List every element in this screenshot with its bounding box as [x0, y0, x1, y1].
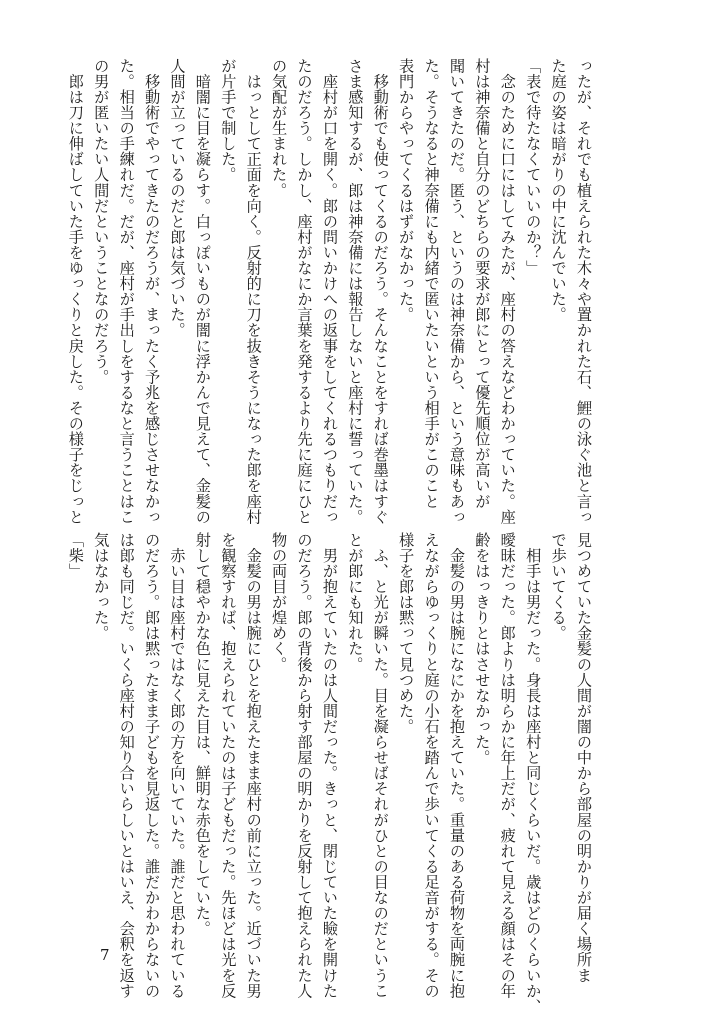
text-line: 座村が口を開く。郎の問いかけへの返事をしてくれるつもりだっ: [320, 58, 339, 525]
text-line: 金髪の男は腕になにかを抱えていた。重量のある荷物を両腕に抱: [447, 532, 466, 999]
upper-text-block: [66, 58, 596, 525]
text-line: 赤い目は座村ではなく郎の方を向いていた。誰だと思われている: [168, 532, 187, 999]
text-line: の男が匿いたい人間だということなのだろう。: [92, 58, 111, 385]
text-line: たのだろう。しかし、座村がなにか言葉を発するより先に庭にひと: [295, 58, 314, 525]
text-line: の気配が生まれた。: [270, 58, 289, 198]
text-line: 「表で待たなくていいのか？」: [524, 58, 543, 276]
text-line: 暗闇に目を凝らす。白っぽいものが闇に浮かんで見えて、金髪の: [193, 58, 212, 525]
text-line: 聞いてきたのだ。匿う、というのは神奈備から、という意味もあっ: [447, 58, 466, 525]
text-line: 男が抱えていたのは人間だった。きっと、閉じていた瞼を開けた: [320, 532, 339, 999]
text-line: 表門からやってくるはずがなかった。: [397, 58, 416, 323]
text-line: えながらゆっくりと庭の小石を踏んで歩いてくる足音がする。その: [422, 532, 441, 999]
text-line: 齢をはっきりとはさせなかった。: [473, 532, 492, 766]
text-line: を観察すれば、抱えられていたのは子どもだった。先ほどは光を反: [219, 532, 238, 999]
text-line: で歩いてくる。: [549, 532, 568, 641]
text-line: のだろう。郎は黙ったまま子どもを見返した。誰だかわからないの: [143, 532, 162, 999]
text-line: た庭の姿は暗がりの中に沈んでいた。: [549, 58, 568, 323]
text-line: 気はなかった。: [92, 532, 111, 641]
text-line: 相手は男だった。身長は座村と同じくらいだ。歳はどのくらいか、: [524, 532, 543, 1015]
text-line: 人間が立っているのだと郎は気づいた。: [168, 58, 187, 338]
text-line: とが郎にも知れた。: [346, 532, 365, 672]
text-line: のだろう。郎の背後から射す部屋の明かりを反射して抱えられた人: [295, 532, 314, 999]
text-line: 郎は刀に伸ばしていた手をゆっくりと戻した。その様子をじっと: [66, 58, 85, 525]
text-line: 金髪の男は腕にひとを抱えたまま座村の前に立った。近づいた男: [244, 532, 263, 999]
text-line: 移動術でやってきたのだろうが、まったく予兆を感じさせなかっ: [143, 58, 162, 525]
text-line: が片手で制した。: [219, 58, 238, 183]
text-line: は郎も同じだ。いくら座村の知り合いらしいとはいえ、会釈を返す: [117, 532, 136, 999]
lower-text-block: [66, 532, 596, 1015]
text-line: 念のために口にはしてみたが、座村の答えなどわかっていた。座: [498, 58, 517, 525]
text-line: ったが、それでも植えられた木々や置かれた石、鯉の泳ぐ池と言っ: [575, 58, 593, 525]
text-line: 物の両目が煌めく。: [270, 532, 289, 672]
page-number: 7: [100, 946, 110, 964]
text-line: ふ、と光が瞬いた。目を凝らせばそれがひとの目なのだというこ: [371, 532, 390, 999]
text-line: 村は神奈備と自分のどちらの要求が郎にとって優先順位が高いが: [473, 58, 492, 509]
text-line: た。そうなると神奈備にも内緒で匿いたいという相手がこのこと: [422, 58, 441, 509]
text-line: 様子を郎は黙って見つめた。: [397, 532, 416, 735]
text-line: 移動術でも使ってくるのだろう。そんなことをすれば巻墨はすぐ: [371, 58, 390, 525]
text-line: さま感知するが、郎は神奈備には報告しないと座村に誓っていた。: [346, 58, 365, 525]
text-line: 見つめていた金髪の人間が闇の中から部屋の明かりが届く場所ま: [575, 532, 593, 983]
text-line: 曖昧だった。郎よりは明らかに年上だが、疲れて見える顔はその年: [498, 532, 517, 999]
text-line: はっとして正面を向く。反射的に刀を抜きそうになった郎を座村: [244, 58, 263, 525]
text-line: 「柴」: [66, 532, 85, 579]
text-line: 射して穏やかな色に見えた目は、鮮明な赤色をしていた。: [193, 532, 212, 937]
text-line: た。相当の手練れだ。だが、座村が手出しをするなと言うことはこ: [117, 58, 136, 525]
